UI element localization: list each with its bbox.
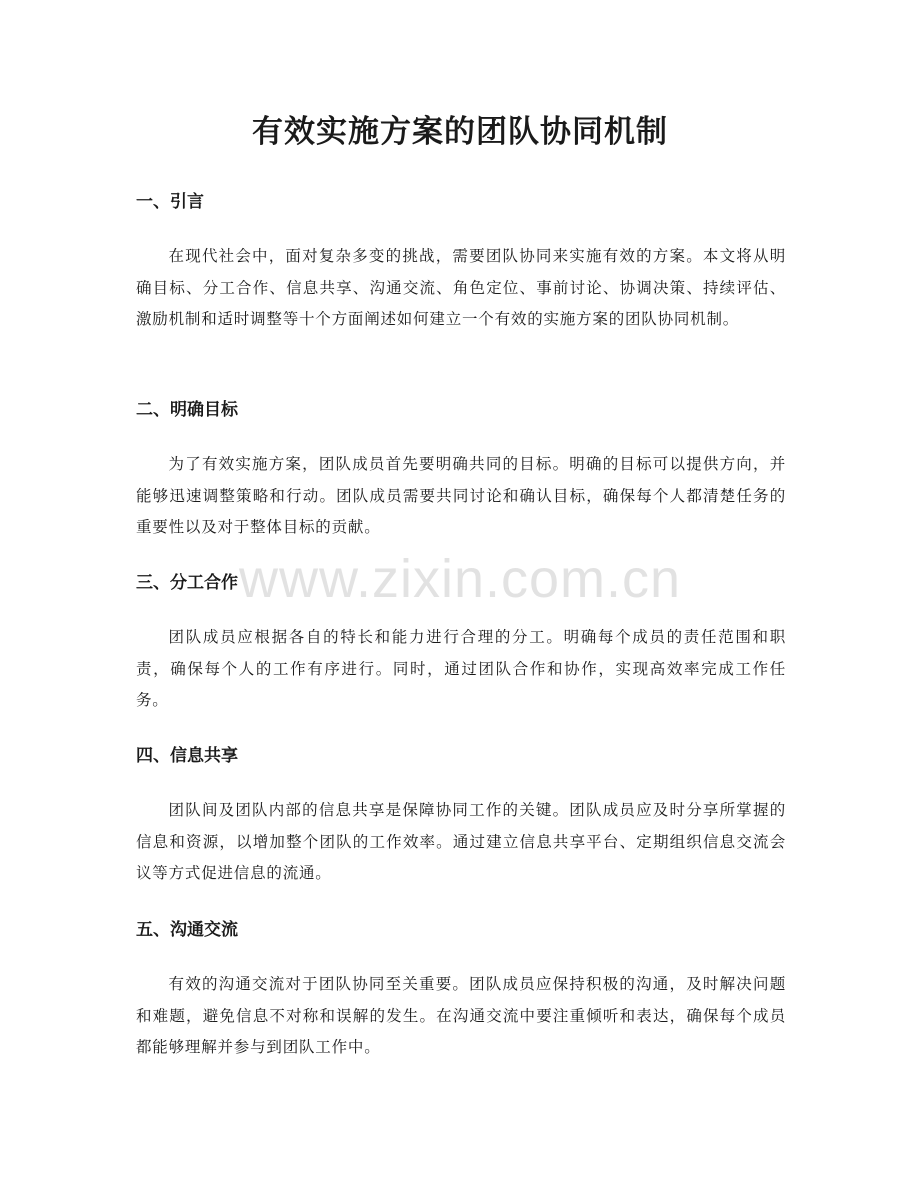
section-heading: 四、信息共享 — [136, 746, 238, 766]
section-heading: 五、沟通交流 — [136, 920, 238, 940]
page-title: 有效实施方案的团队协同机制 — [252, 114, 668, 150]
section-paragraph: 为了有效实施方案，团队成员首先要明确共同的目标。明确的目标可以提供方向，并能够迅速调整策略和行动。团队成员需要共同讨论和确认目标，确保每个人都清楚任务的重要性以及对于整体目标的贡献。 — [136, 455, 786, 536]
section-paragraph: 有效的沟通交流对于团队协同至关重要。团队成员应保持积极的沟通，及时解决问题和难题，避免信息不对称和误解的发生。在沟通交流中要注重倾听和表达，确保每个成员都能够理解并参与到团队工作中。 — [136, 975, 786, 1056]
section-communication — [136, 918, 786, 1064]
section-introduction — [136, 190, 786, 336]
section-paragraph: 团队间及团队内部的信息共享是保障协同工作的关键。团队成员应及时分享所掌握的信息和资源，以增加整个团队的工作效率。通过建立信息共享平台、定期组织信息交流会议等方式促进信息的流通。 — [136, 801, 786, 882]
watermark: www.zixin.com.cn — [238, 549, 682, 609]
section-information-sharing — [136, 744, 786, 890]
section-paragraph: 在现代社会中，面对复杂多变的挑战，需要团队协同来实施有效的方案。本文将从明确目标、分工合作、信息共享、沟通交流、角色定位、事前讨论、协调决策、持续评估、激励机制和适时调整等十个方面阐述如何建立一个有效的实施方案的团队协同机制。 — [136, 247, 786, 328]
section-division-of-labor — [136, 571, 786, 717]
section-clear-goals — [136, 398, 786, 544]
section-heading: 一、引言 — [136, 192, 204, 212]
section-paragraph: 团队成员应根据各自的特长和能力进行合理的分工。明确每个成员的责任范围和职责，确保每个人的工作有序进行。同时，通过团队合作和协作，实现高效率完成工作任务。 — [136, 628, 786, 709]
section-heading: 三、分工合作 — [136, 573, 238, 593]
section-heading: 二、明确目标 — [136, 400, 238, 420]
